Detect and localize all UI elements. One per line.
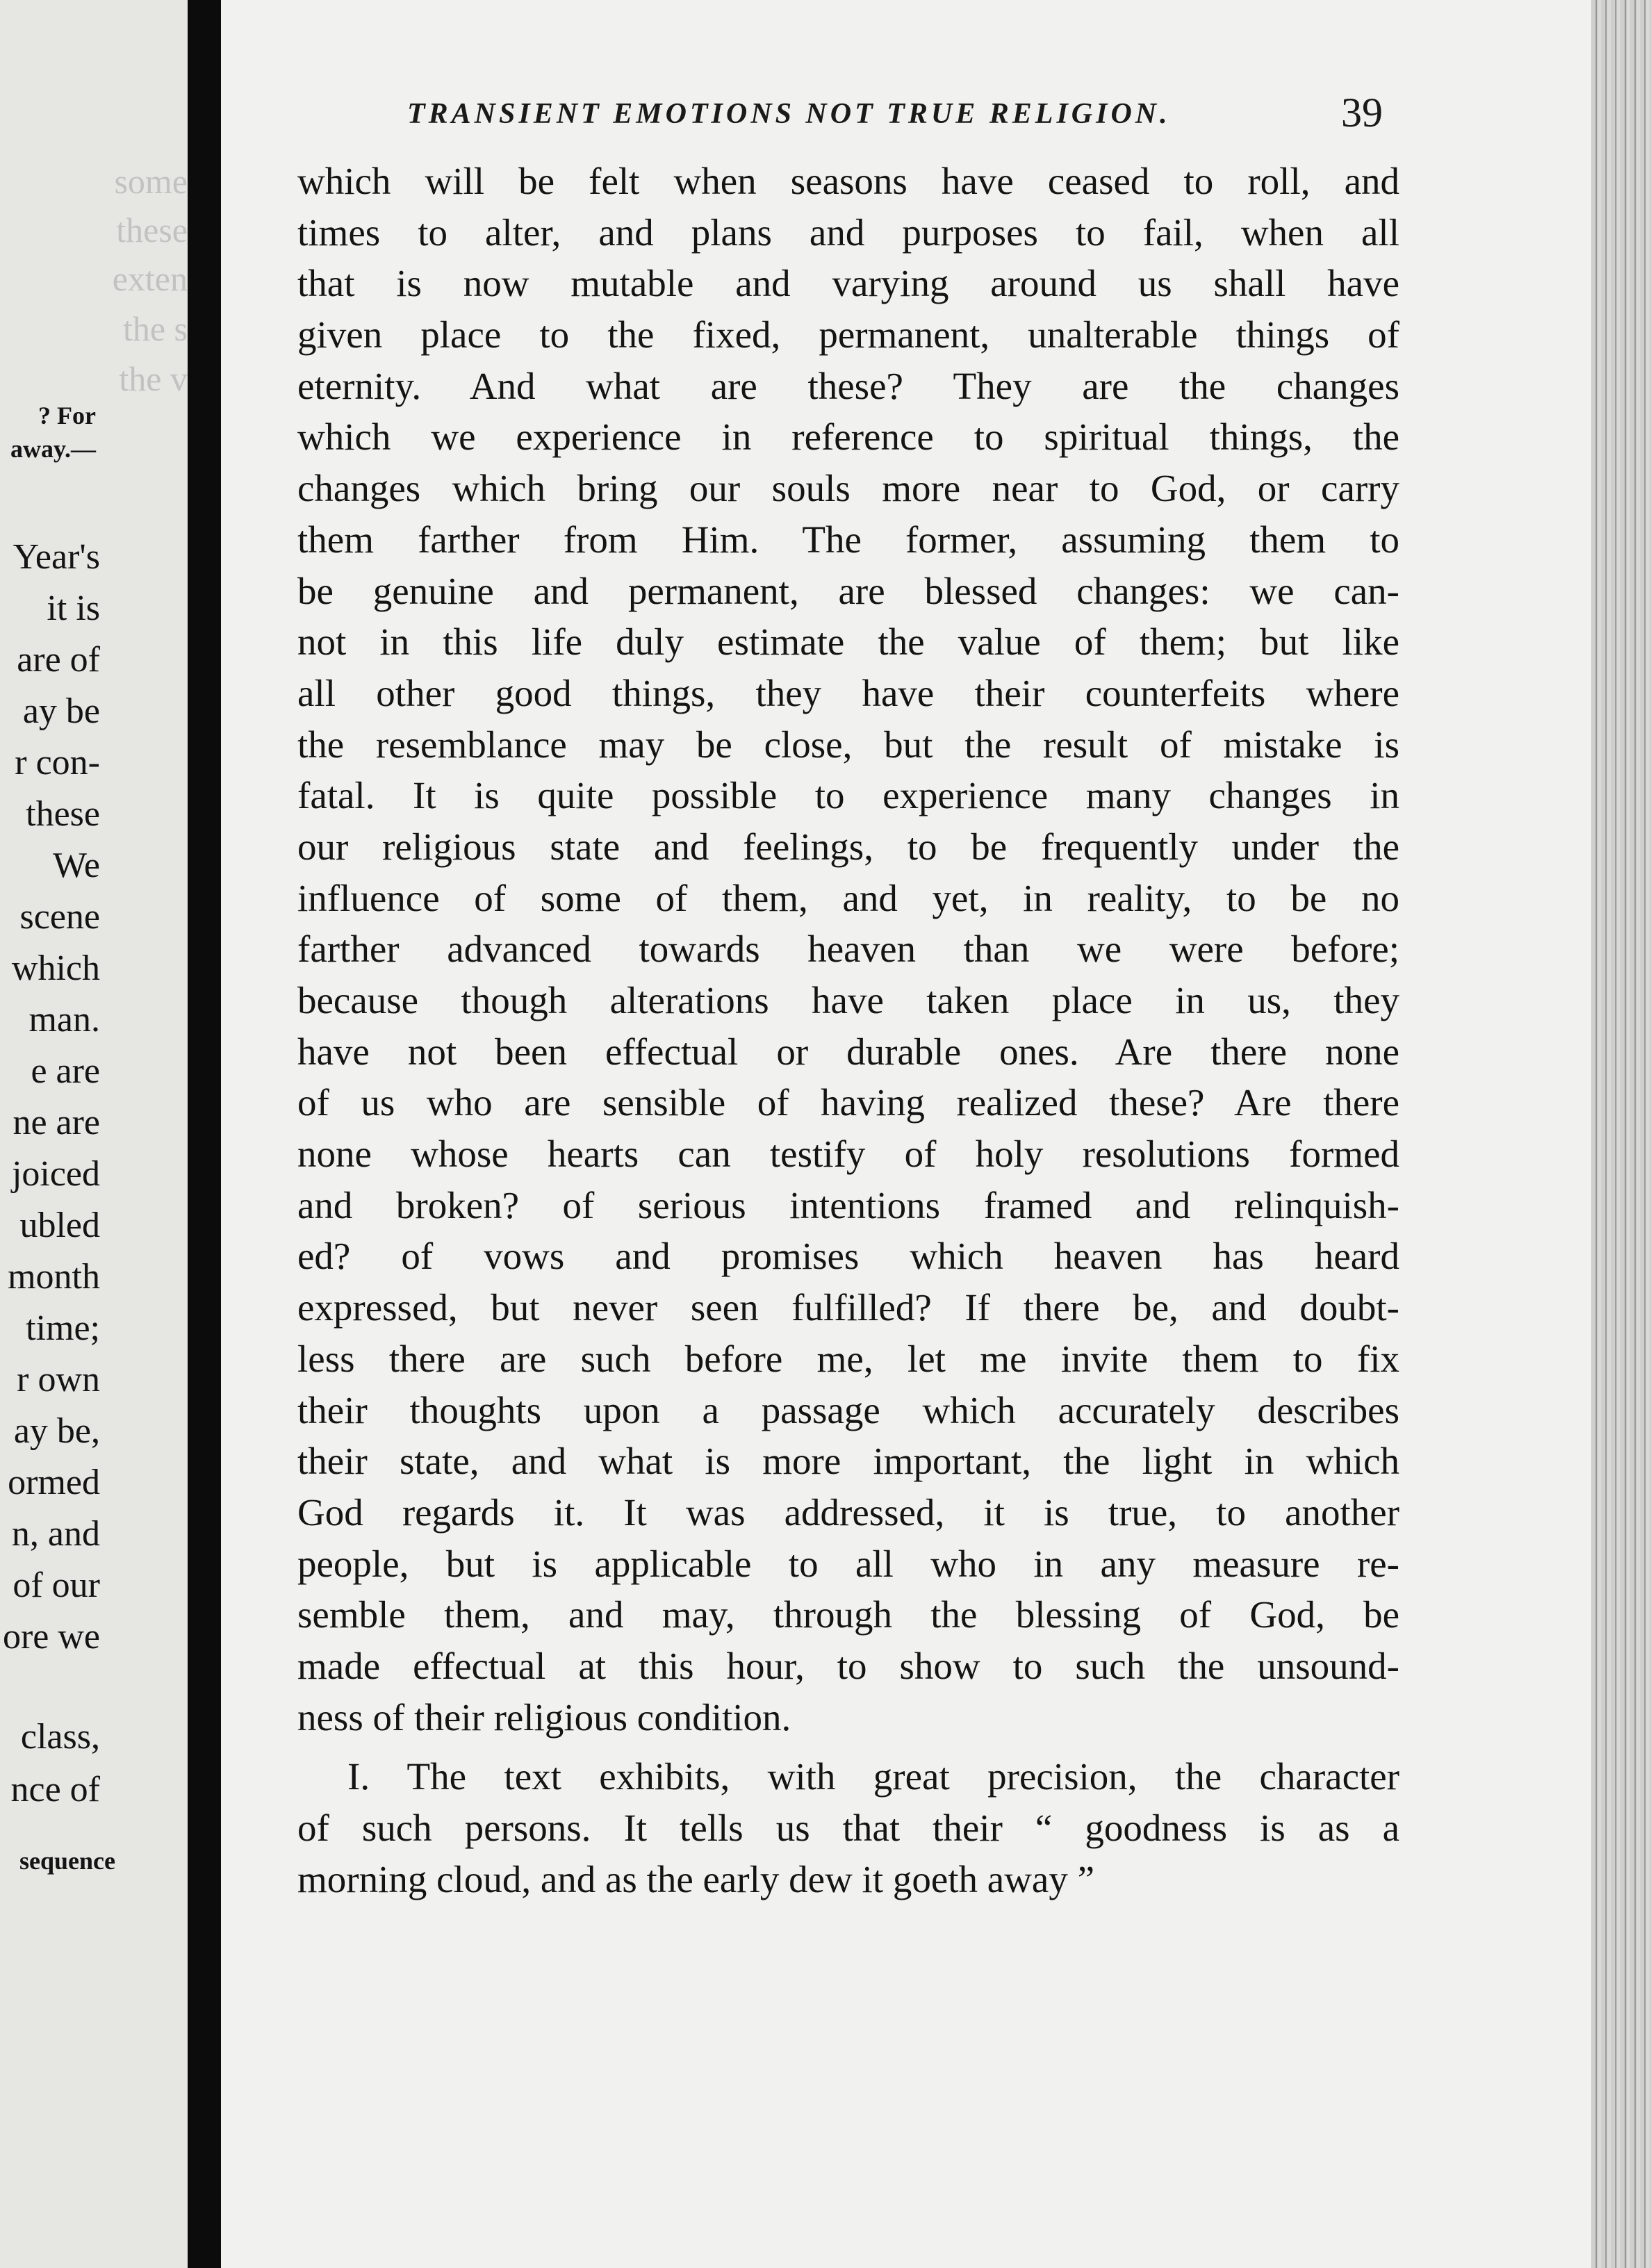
left-fragment: are of (17, 640, 100, 680)
left-fragment-ghost: exten (112, 259, 188, 298)
left-fragment: scene (19, 897, 100, 937)
left-fragment: these (26, 794, 100, 834)
text-line: be genuine and permanent, are blessed changes: we can- (297, 569, 1399, 612)
text-line: which will be felt when seasons have ceased to roll, and (297, 160, 1399, 202)
left-fragment: sequence (19, 1847, 115, 1875)
left-fragment: r con- (15, 743, 100, 782)
left-fragment: time; (26, 1308, 100, 1348)
text-line: of us who are sensible of having realized these? Are there (297, 1081, 1399, 1124)
text-line: the resemblance may be close, but the result of mistake is (297, 723, 1399, 766)
text-line: which we experience in reference to spiritual things, the (297, 416, 1399, 459)
left-fragment: r own (17, 1360, 100, 1399)
text-line: God regards it. It was addressed, it is true, to another (297, 1490, 1399, 1534)
left-fragment: Year's (13, 537, 100, 577)
text-line: expressed, but never seen fulfilled? If there be, and doubt- (297, 1286, 1399, 1329)
left-fragment: ore we (2, 1617, 100, 1657)
left-fragment: it is (47, 589, 100, 628)
text-line: semble them, and may, through the blessing of God, be (297, 1593, 1399, 1636)
text-line: none whose hearts can testify of holy resolutions formed (297, 1133, 1399, 1176)
text-line: given place to the fixed, permanent, unalterable things of (297, 313, 1399, 356)
text-line: less there are such before me, let me invite them to fix (297, 1337, 1399, 1380)
text-line: all other good things, they have their counterfeits where (297, 671, 1399, 714)
left-fragment: ay be, (13, 1411, 100, 1451)
text-line: morning cloud, and as the early dew it goeth away ” (297, 1857, 1094, 1900)
text-line: eternity. And what are these? They are the changes (297, 364, 1399, 407)
left-fragment: away.— (10, 435, 96, 463)
left-fragment: of our (13, 1566, 100, 1605)
left-fragment-ghost: the v (119, 359, 188, 398)
text-line: influence of some of them, and yet, in reality, to be no (297, 876, 1399, 919)
text-line: ed? of vows and promises which heaven has heard (297, 1235, 1399, 1278)
body-text (297, 156, 1399, 1905)
text-line: people, but is applicable to all who in any measure re- (297, 1542, 1399, 1585)
text-line: I. The text exhibits, with great precision, the character (347, 1755, 1399, 1798)
text-line: have not been effectual or durable ones. Are there none (297, 1030, 1399, 1073)
page-edges (1591, 0, 1651, 2268)
left-fragment: nce of (10, 1770, 100, 1809)
left-fragment: ay be (22, 691, 100, 731)
left-fragment: which (11, 948, 100, 988)
left-fragment: man. (28, 1000, 100, 1040)
text-line: fatal. It is quite possible to experience many changes in (297, 774, 1399, 817)
left-fragment: We (53, 846, 100, 885)
left-fragment: joiced (11, 1154, 100, 1194)
left-fragment: class, (20, 1717, 100, 1757)
left-fragment: ormed (8, 1463, 100, 1502)
left-fragment: month (8, 1257, 100, 1297)
left-fragment: ne are (13, 1103, 100, 1142)
left-fragment: n, and (11, 1514, 100, 1554)
left-fragment: ? For (38, 402, 96, 429)
text-line: changes which bring our souls more near to God, or carry (297, 467, 1399, 510)
text-line: farther advanced towards heaven than we were before; (297, 928, 1399, 971)
text-line: them farther from Him. The former, assuming them to (297, 518, 1399, 561)
text-line: our religious state and feelings, to be frequently under the (297, 825, 1399, 868)
text-line: made effectual at this hour, to show to such the unsound- (297, 1644, 1399, 1687)
text-line: ness of their religious condition. (297, 1695, 791, 1739)
text-line: of such persons. It tells us that their “ goodness is as a (297, 1807, 1399, 1849)
running-head: TRANSIENT EMOTIONS NOT TRUE RELIGION. (407, 98, 1171, 130)
text-line: and broken? of serious intentions framed and relinquish- (297, 1183, 1399, 1226)
page-number: 39 (1341, 90, 1383, 135)
left-fragment: e are (31, 1051, 100, 1091)
text-line: their state, and what is more important, the light in which (297, 1440, 1399, 1483)
left-page-fragment (0, 0, 188, 2268)
text-line: times to alter, and plans and purposes to fail, when all (297, 211, 1399, 254)
text-line: not in this life duly estimate the value of them; but like (297, 621, 1399, 664)
text-line: their thoughts upon a passage which accurately describes (297, 1388, 1399, 1431)
left-fragment-ghost: these (116, 211, 188, 249)
left-fragment-ghost: some (114, 162, 188, 201)
text-line: that is now mutable and varying around us shall have (297, 262, 1399, 305)
text-line: because though alterations have taken place in us, they (297, 979, 1399, 1021)
book-gutter (188, 0, 221, 2268)
left-fragment: ubled (19, 1206, 100, 1245)
left-fragment-ghost: the s (122, 309, 188, 348)
